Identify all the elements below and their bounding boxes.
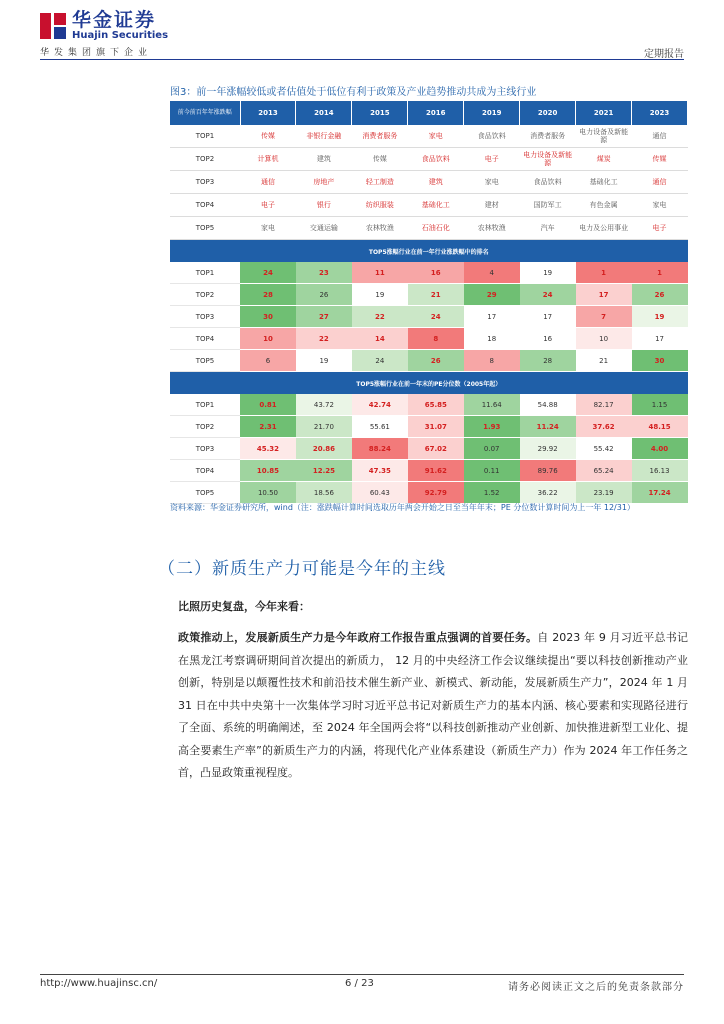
doc-type: 定期报告	[644, 49, 684, 60]
rank-row-cell: 24	[408, 306, 464, 328]
industry-cell: 家电	[240, 217, 296, 240]
row-label: TOP2	[170, 148, 240, 171]
pe-row-cell: 92.79	[408, 482, 464, 504]
rank-row-cell: 22	[352, 306, 408, 328]
body-paragraph	[178, 627, 688, 785]
logo-mark-icon	[40, 13, 66, 39]
rank-row-cell: 19	[352, 284, 408, 306]
page-number: 6 / 23	[345, 978, 374, 989]
industry-row	[170, 194, 688, 217]
industry-cell: 电力设备及新能源	[520, 148, 576, 171]
pe-row-cell: 11.64	[464, 394, 520, 416]
industry-cell: 电子	[240, 194, 296, 217]
pe-row	[170, 394, 688, 416]
rank-row	[170, 328, 688, 350]
pe-row-cell: 1.93	[464, 416, 520, 438]
rank-row-cell: 8	[408, 328, 464, 350]
pe-row-cell: 29.92	[520, 438, 576, 460]
rank-row-cell: 17	[576, 284, 632, 306]
industry-cell: 通信	[632, 171, 688, 194]
pe-row-cell: 37.62	[576, 416, 632, 438]
industry-cell: 建筑	[408, 171, 464, 194]
year-header: 2021	[576, 101, 632, 125]
pe-row-cell: 60.43	[352, 482, 408, 504]
pe-row-cell: 54.88	[520, 394, 576, 416]
pe-row-cell: 21.70	[296, 416, 352, 438]
rank-row-cell: 4	[464, 262, 520, 284]
pe-row-cell: 31.07	[408, 416, 464, 438]
industry-cell: 电力设备及新能源	[576, 125, 632, 148]
industry-cell: 消费者服务	[520, 125, 576, 148]
pe-row-cell: 1.15	[632, 394, 688, 416]
para-rest: 自 2023 年 9 月习近平总书记在黑龙江考察调研期间首次提出的新质力， 12 月的中央经济工作会议继续提出“要以科技创新推动产业创新，特别是以颠覆性技术和前沿技术催生新产业、新模式、新动能，发展新质生产力”，2024 年 1 月 31 日在中共中央第十一次集体学习时习近平总书记对新质生产力的基本内涵、核心要素和实现路径进行了全面、系统的明确阐述，至 2024 年全国两会将“以科技创新推动产业创新、加快推进新型工业化、提高全要素生产率”的新质生产力的内涵，将现代化产业体系建设（新质生产力）作为 2024 年工作任务之首，凸显政策重视程度。	[178, 631, 688, 779]
pe-row-cell: 23.19	[576, 482, 632, 504]
row-label: TOP1	[170, 262, 240, 284]
rank-row-cell: 27	[296, 306, 352, 328]
rank-row-cell: 16	[520, 328, 576, 350]
rank-row-cell: 8	[464, 350, 520, 372]
row-label: TOP3	[170, 438, 240, 460]
industry-cell: 家电	[632, 194, 688, 217]
corner-header: 前今前百年年涨跌幅	[170, 101, 240, 125]
pe-row-cell: 17.24	[632, 482, 688, 504]
pe-row-cell: 42.74	[352, 394, 408, 416]
industry-cell: 有色金属	[576, 194, 632, 217]
para-bold: 政策推动上，发展新质生产力是今年政府工作报告重点强调的首要任务。	[178, 631, 538, 644]
rank-row-cell: 26	[296, 284, 352, 306]
rank-row-cell: 23	[296, 262, 352, 284]
pe-row	[170, 482, 688, 504]
footer-disclaimer: 请务必阅读正文之后的免责条款部分	[508, 982, 684, 993]
industry-cell: 农林牧渔	[352, 217, 408, 240]
rank-row-cell: 26	[632, 284, 688, 306]
industry-cell: 电子	[464, 148, 520, 171]
rank-row	[170, 262, 688, 284]
rank-row-cell: 1	[632, 262, 688, 284]
year-header: 2013	[240, 101, 296, 125]
rank-row-cell: 29	[464, 284, 520, 306]
rank-row-cell: 19	[632, 306, 688, 328]
pe-row-cell: 36.22	[520, 482, 576, 504]
rank-row-cell: 22	[296, 328, 352, 350]
industry-cell: 石油石化	[408, 217, 464, 240]
pe-row	[170, 416, 688, 438]
pe-row-cell: 65.24	[576, 460, 632, 482]
industry-cell: 轻工制造	[352, 171, 408, 194]
header-divider	[40, 59, 684, 60]
rank-row	[170, 306, 688, 328]
industry-row	[170, 217, 688, 240]
rank-row-cell: 30	[240, 306, 296, 328]
year-header: 2016	[408, 101, 464, 125]
industry-cell: 消费者服务	[352, 125, 408, 148]
rank-row-cell: 14	[352, 328, 408, 350]
year-header: 2023	[632, 101, 688, 125]
logo-cn: 华金证券	[72, 9, 157, 31]
rank-row-cell: 26	[408, 350, 464, 372]
rank-row-cell: 24	[240, 262, 296, 284]
pe-row-cell: 91.62	[408, 460, 464, 482]
industry-cell: 交通运输	[296, 217, 352, 240]
logo-en: Huajin Securities	[72, 30, 169, 41]
pe-band	[170, 372, 688, 395]
row-label: TOP4	[170, 194, 240, 217]
slogan: 华发集团旗下企业	[40, 48, 153, 58]
figure-source: 资料来源：华金证券研究所，wind（注：涨跌幅计算时间选取历年两会开始之日至当年年末；PE 分位数计算时间为上一年 12/31）	[170, 503, 635, 512]
rank-row-cell: 24	[352, 350, 408, 372]
row-label: TOP5	[170, 482, 240, 504]
row-label: TOP1	[170, 125, 240, 148]
industry-cell: 建材	[464, 194, 520, 217]
pe-row-cell: 82.17	[576, 394, 632, 416]
rank-row-cell: 28	[520, 350, 576, 372]
industry-cell: 通信	[632, 125, 688, 148]
industry-cell: 基础化工	[408, 194, 464, 217]
pe-row-cell: 12.25	[296, 460, 352, 482]
pe-row-cell: 0.11	[464, 460, 520, 482]
rank-row	[170, 284, 688, 306]
industry-cell: 电力及公用事业	[576, 217, 632, 240]
industry-cell: 基础化工	[576, 171, 632, 194]
rank-row-cell: 7	[576, 306, 632, 328]
rank-row-cell: 24	[520, 284, 576, 306]
rank-row	[170, 350, 688, 372]
rank-row-cell: 18	[464, 328, 520, 350]
pe-row-cell: 55.61	[352, 416, 408, 438]
row-label: TOP2	[170, 284, 240, 306]
pe-row-cell: 11.24	[520, 416, 576, 438]
pe-row-cell: 45.32	[240, 438, 296, 460]
industry-cell: 汽车	[520, 217, 576, 240]
industry-cell: 煤炭	[576, 148, 632, 171]
industry-cell: 农林牧渔	[464, 217, 520, 240]
section-subtitle: 比照历史复盘，今年来看：	[178, 600, 310, 613]
rank-row-cell: 19	[520, 262, 576, 284]
rank-row-cell: 11	[352, 262, 408, 284]
pe-row-cell: 65.85	[408, 394, 464, 416]
rank-row-cell: 21	[576, 350, 632, 372]
year-header: 2019	[464, 101, 520, 125]
pe-row-cell: 16.13	[632, 460, 688, 482]
row-label: TOP2	[170, 416, 240, 438]
rank-band-label: TOP5涨幅行业在前一年行业涨跌幅中的排名	[170, 240, 688, 263]
rank-row-cell: 21	[408, 284, 464, 306]
industry-cell: 国防军工	[520, 194, 576, 217]
pe-row	[170, 438, 688, 460]
footer-divider	[40, 974, 684, 975]
company-logo	[40, 10, 168, 41]
industry-cell: 家电	[464, 171, 520, 194]
industry-cell: 传媒	[240, 125, 296, 148]
pe-band-label: TOP5涨幅行业在前一年末的PE分位数（2005年起）	[170, 372, 688, 395]
pe-row-cell: 1.52	[464, 482, 520, 504]
pe-row-cell: 43.72	[296, 394, 352, 416]
industry-cell: 银行	[296, 194, 352, 217]
year-header: 2014	[296, 101, 352, 125]
pe-row-cell: 10.85	[240, 460, 296, 482]
year-header: 2015	[352, 101, 408, 125]
row-label: TOP4	[170, 328, 240, 350]
pe-row-cell: 67.02	[408, 438, 464, 460]
rank-row-cell: 28	[240, 284, 296, 306]
section-title: （二）新质生产力可能是今年的主线	[158, 559, 446, 579]
pe-row-cell: 18.56	[296, 482, 352, 504]
industry-cell: 计算机	[240, 148, 296, 171]
rank-row-cell: 30	[632, 350, 688, 372]
industry-cell: 通信	[240, 171, 296, 194]
industry-row	[170, 125, 688, 148]
row-label: TOP4	[170, 460, 240, 482]
row-label: TOP3	[170, 306, 240, 328]
rank-row-cell: 17	[520, 306, 576, 328]
footer-url-link[interactable]: http://www.huajinsc.cn/	[40, 978, 158, 989]
industry-cell: 食品饮料	[520, 171, 576, 194]
pe-row-cell: 48.15	[632, 416, 688, 438]
row-label: TOP1	[170, 394, 240, 416]
industry-row	[170, 171, 688, 194]
table-body	[170, 125, 688, 504]
rank-row-cell: 6	[240, 350, 296, 372]
industry-cell: 食品饮料	[408, 148, 464, 171]
industry-row	[170, 148, 688, 171]
industry-cell: 传媒	[632, 148, 688, 171]
figure-title: 图3：前一年涨幅较低或者估值处于低位有利于政策及产业趋势推动共成为主线行业	[170, 87, 537, 98]
pe-row-cell: 0.81	[240, 394, 296, 416]
pe-row	[170, 460, 688, 482]
rank-row-cell: 10	[240, 328, 296, 350]
pe-row-cell: 89.76	[520, 460, 576, 482]
industry-cell: 家电	[408, 125, 464, 148]
industry-cell: 纺织服装	[352, 194, 408, 217]
industry-rank-table	[170, 101, 688, 504]
industry-cell: 建筑	[296, 148, 352, 171]
industry-cell: 房地产	[296, 171, 352, 194]
pe-row-cell: 55.42	[576, 438, 632, 460]
rank-row-cell: 17	[632, 328, 688, 350]
industry-cell: 电子	[632, 217, 688, 240]
row-label: TOP5	[170, 350, 240, 372]
pe-row-cell: 20.86	[296, 438, 352, 460]
rank-row-cell: 1	[576, 262, 632, 284]
rank-band	[170, 240, 688, 263]
rank-row-cell: 10	[576, 328, 632, 350]
rank-row-cell: 16	[408, 262, 464, 284]
row-label: TOP3	[170, 171, 240, 194]
rank-row-cell: 17	[464, 306, 520, 328]
pe-row-cell: 88.24	[352, 438, 408, 460]
row-label: TOP5	[170, 217, 240, 240]
pe-row-cell: 2.31	[240, 416, 296, 438]
industry-cell: 传媒	[352, 148, 408, 171]
pe-row-cell: 0.07	[464, 438, 520, 460]
industry-cell: 非银行金融	[296, 125, 352, 148]
rank-row-cell: 19	[296, 350, 352, 372]
year-header: 2020	[520, 101, 576, 125]
table-header-row	[170, 101, 688, 125]
pe-row-cell: 4.00	[632, 438, 688, 460]
pe-row-cell: 10.50	[240, 482, 296, 504]
pe-row-cell: 47.35	[352, 460, 408, 482]
industry-cell: 食品饮料	[464, 125, 520, 148]
